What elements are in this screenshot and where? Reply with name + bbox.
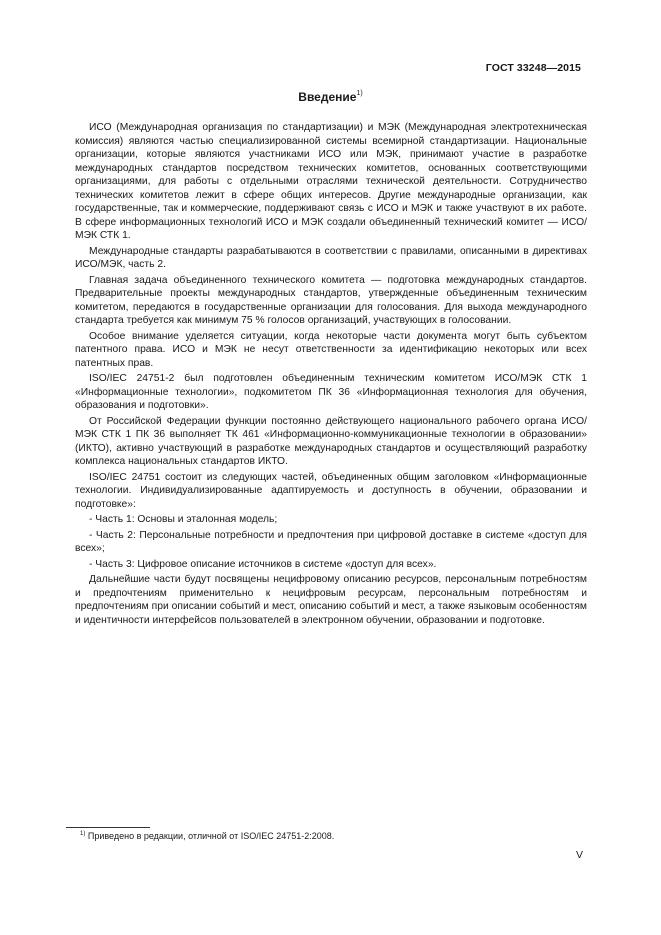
document-code-header: ГОСТ 33248—2015 bbox=[485, 62, 581, 74]
footnote-text: Приведено в редакции, отличной от ISO/IEC 24751-2:2008. bbox=[87, 831, 335, 841]
footnote-reference: 1) bbox=[356, 90, 363, 97]
footnote bbox=[80, 831, 334, 841]
list-item-part-2: - Часть 2: Персональные потребности и предпочтения при цифровой доставке в системе «доступ для всех»; bbox=[75, 529, 587, 554]
section-title-text: Введение bbox=[298, 90, 357, 104]
paragraph-iso-iec-intro: ИСО (Международная организация по стандартизации) и МЭК (Международная электротехническая комиссия) являются частью специализированной системы всемирной стандартизации. Национальные организации, которые являются участниками ИСО или МЭК, принимают участие в разработке международных стандартов посредством технических комитетов, основанных соответствующими организациями, для работы с отдельными отраслями технической деятельности. Сотрудничество технических комитетов лежит в сфере общих интересов. Другие международные организации, как государственные, так и коммерческие, поддерживают связь с ИСО и МЭК и также участвуют в их работе. В сфере информационных технологий ИСО и МЭК создали объединенный технический комитет — ИСО/МЭК СТК 1. bbox=[75, 122, 587, 241]
paragraph-further-parts: Дальнейшие части будут посвящены нецифровому описанию ресурсов, персональным потребностям и предпочтениям применительно к нецифровым ресурсам, персональным потребностям и предпочтениям при описании событий и мест, описанию событий и мест, а также языковым особенностям и идентичности интерфейсов пользователей в электронном обучении, образовании и подготовке. bbox=[75, 574, 587, 626]
paragraph-russian-federation: От Российской Федерации функции постоянно действующего национального рабочего органа ИСО/МЭК СТК 1 ПК 36 выполняет ТК 461 «Информационно-коммуникационные технологии в образовании» (ИКТО), активно участвующий в разработке международных стандартов и осуществляющий разработку комплекса национальных стандартов ИКТО. bbox=[75, 415, 587, 467]
paragraph-main-task: Главная задача объединенного технического комитета — подготовка международных стандартов. Предварительные проекты международных стандартов, утвержденные объединенным техническим комитетом, передаются в государственные организации для голосования. Для выхода международного стандарта требуется как минимум 75 % голосов организаций, участвующих в голосовании. bbox=[75, 274, 587, 326]
body-text bbox=[75, 121, 587, 629]
paragraph-prepared-by: ISO/IEC 24751-2 был подготовлен объединенным техническим комитетом ИСО/МЭК СТК 1 «Информационные технологии», подкомитетом ПК 36 «Информационная технология для обучения, образования и подготовки». bbox=[75, 373, 587, 411]
list-item-part-3: - Часть 3: Цифровое описание источников в системе «доступ для всех». bbox=[89, 558, 437, 570]
footnote-divider bbox=[66, 827, 150, 828]
paragraph-directives: Международные стандарты разрабатываются в соответствии с правилами, описанными в директивах ИСО/МЭК, часть 2. bbox=[75, 245, 587, 270]
page-number: V bbox=[576, 849, 584, 861]
list-item-part-1: - Часть 1: Основы и эталонная модель; bbox=[89, 514, 278, 525]
footnote-mark: 1) bbox=[80, 831, 86, 837]
section-title bbox=[0, 90, 661, 104]
paragraph-parts-intro: ISO/IEC 24751 состоит из следующих частей, объединенных общим заголовком «Информационные технологии. Индивидуализированные адаптируемость и доступность в обучении, образовании и подготовке»: bbox=[75, 471, 587, 510]
paragraph-patent-rights: Особое внимание уделяется ситуации, когда некоторые части документа могут быть субъектом патентного права. ИСО и МЭК не несут ответственности за идентификацию некоторых или всех патентных прав. bbox=[75, 330, 587, 369]
